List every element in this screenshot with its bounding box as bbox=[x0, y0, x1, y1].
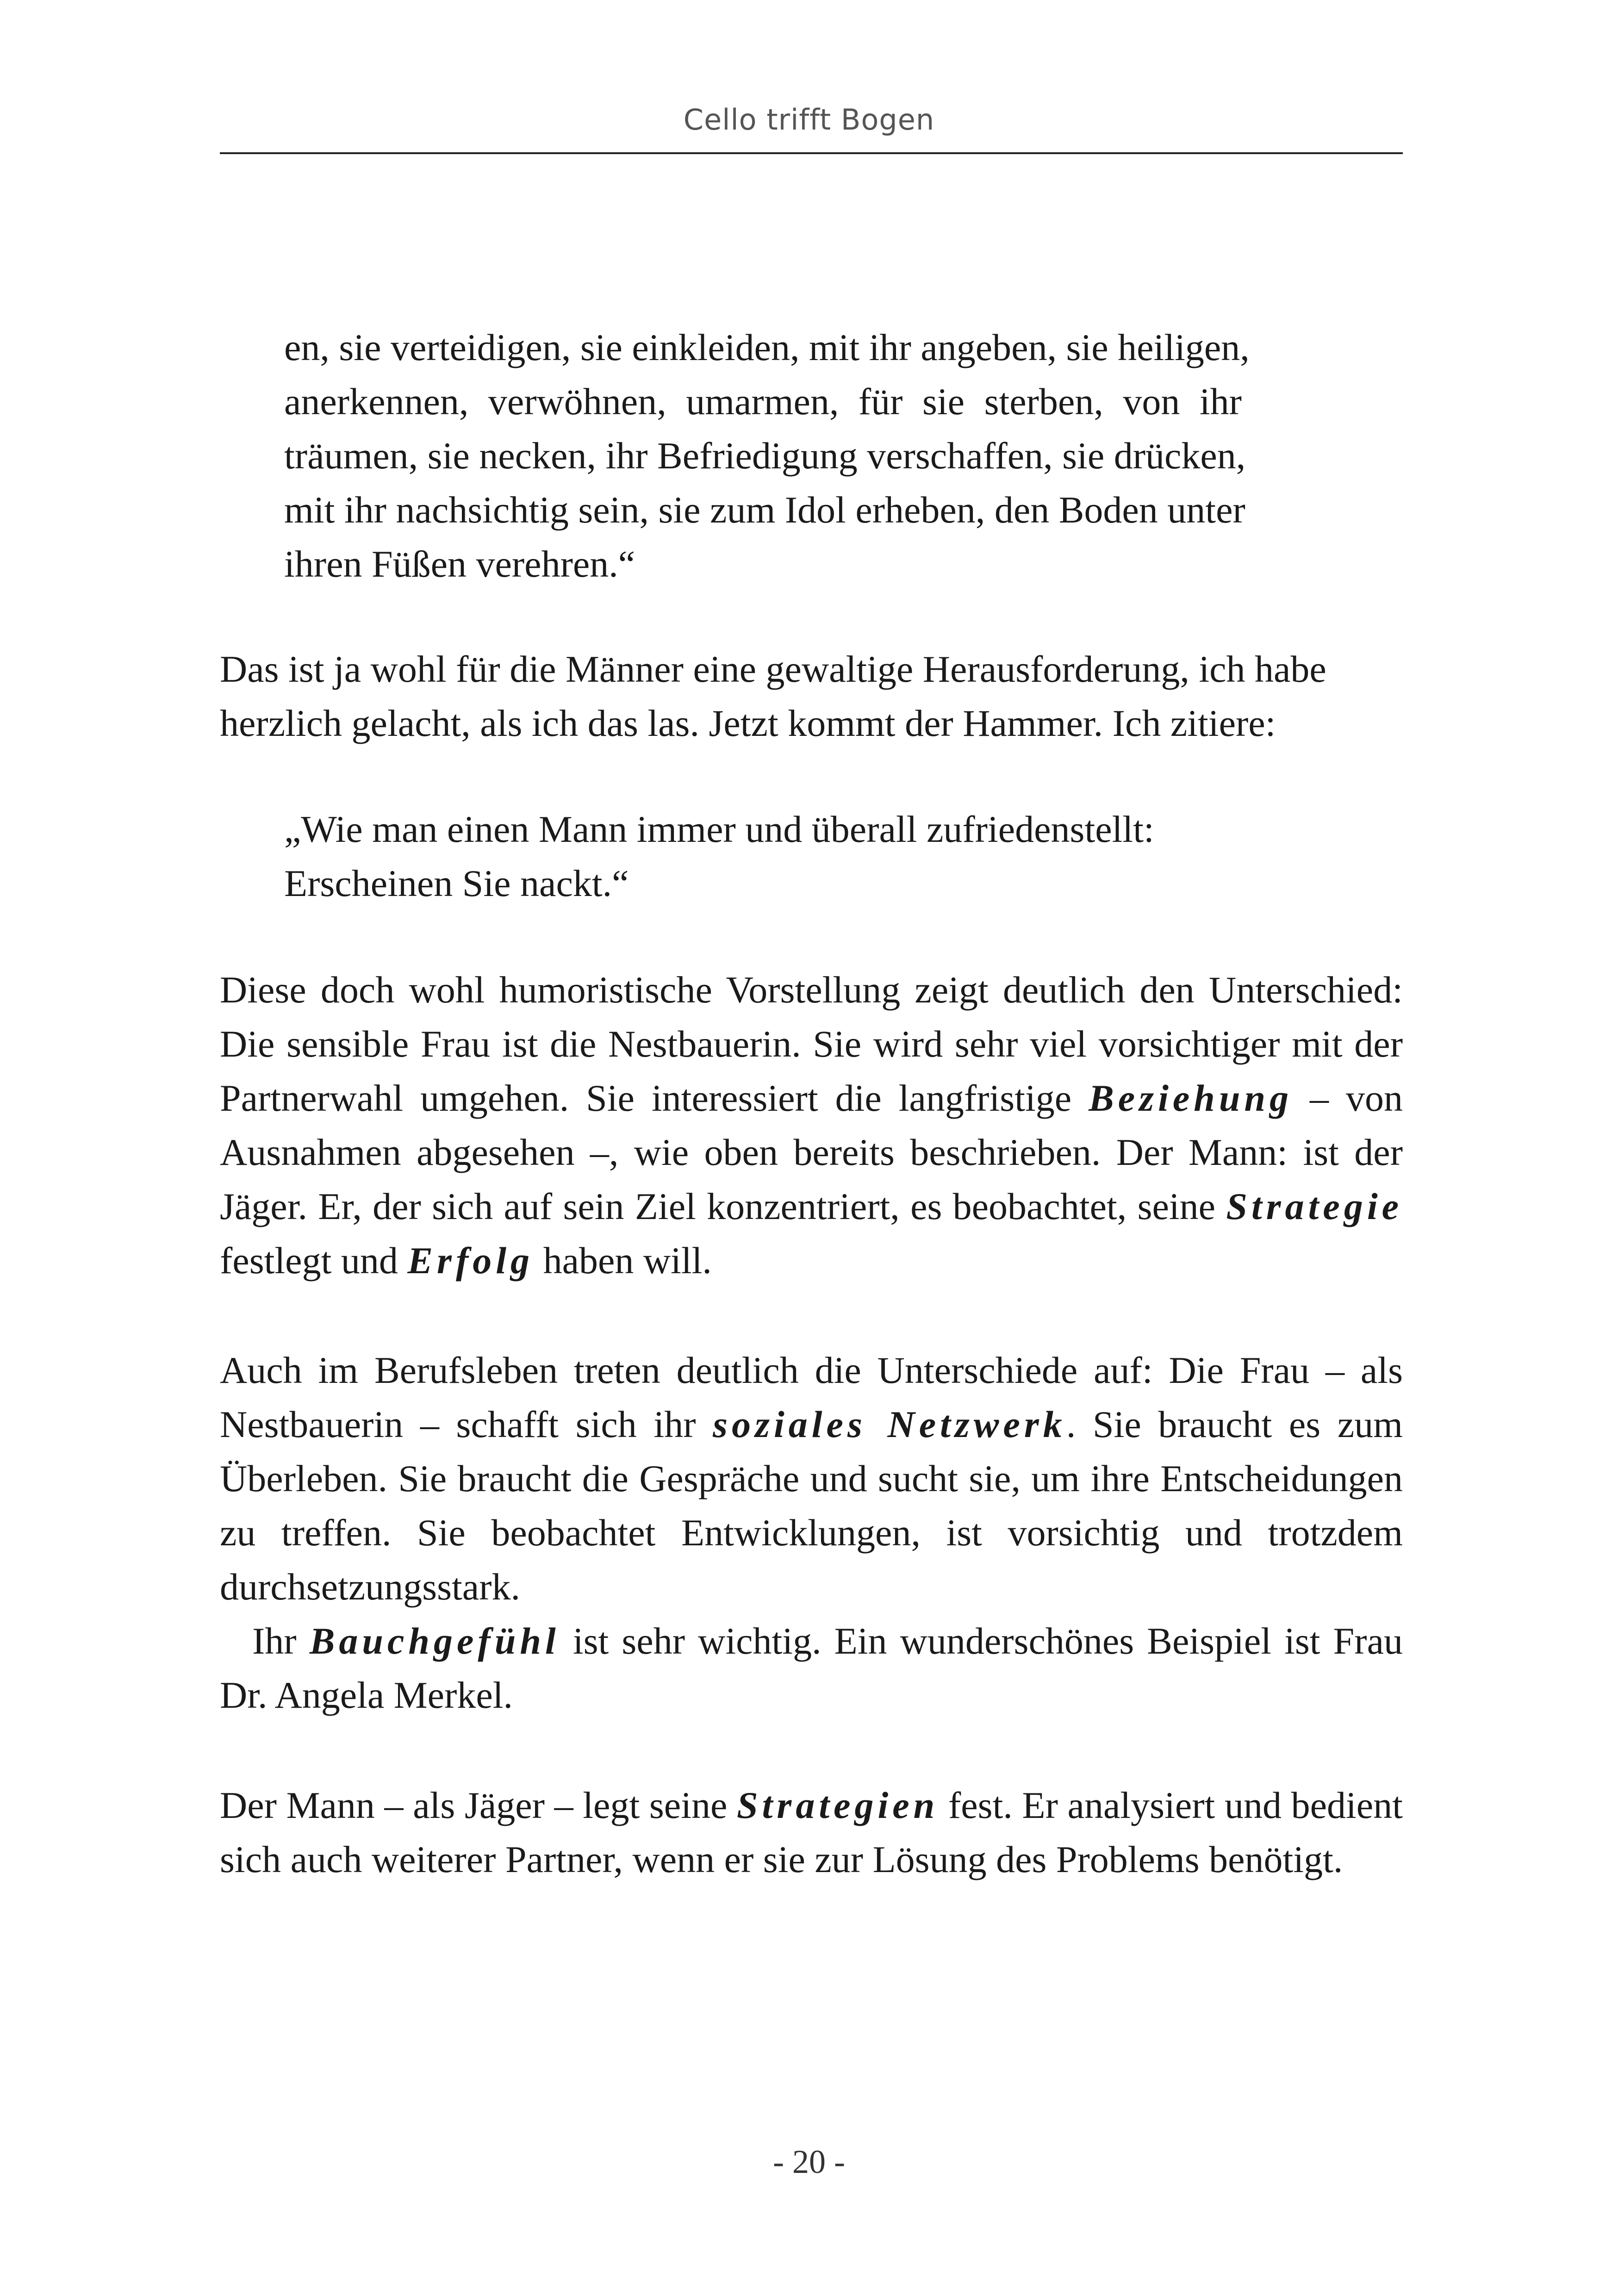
block-quote bbox=[220, 802, 1403, 910]
text-run: – von Ausnahmen abgesehen –, wie oben bereits beschrieben. Der Mann: ist der Jäger. Er, der sich auf sein Ziel konzentriert, es beobachtet, seine bbox=[220, 1077, 1403, 1227]
text-run: haben will. bbox=[534, 1239, 712, 1282]
emphasis-term: Beziehung bbox=[1089, 1077, 1293, 1119]
paragraph-line: herzlich gelacht, als ich das las. Jetzt kommt der Hammer. Ich zitiere: bbox=[220, 702, 1276, 744]
quote-line: „Wie man einen Mann immer und überall zufriedenstellt: bbox=[284, 808, 1154, 850]
text-run: festlegt und bbox=[220, 1239, 408, 1282]
emphasis-term: Strategie bbox=[1226, 1185, 1403, 1227]
header-rule bbox=[220, 152, 1403, 154]
quote-line: mit ihr nachsichtig sein, sie zum Idol erheben, den Boden unter bbox=[284, 489, 1245, 531]
text-run: fest. Er analysiert und bedient sich auch weiterer Partner, wenn er sie zur Lösung des Problems benötigt. bbox=[220, 1784, 1403, 1880]
emphasis-term: soziales Netzwerk bbox=[713, 1403, 1066, 1445]
emphasis-term: Bauchgefühl bbox=[309, 1620, 560, 1662]
quote-line: träumen, sie necken, ihr Befriedigung verschaffen, sie drücken, bbox=[284, 435, 1246, 477]
text-run: Auch im Berufsleben treten deutlich die Unterschiede auf: Die Frau – als Nestbauerin – schafft sich ihr bbox=[220, 1349, 1403, 1445]
paragraph bbox=[220, 1343, 1403, 1722]
emphasis-term: Strategien bbox=[737, 1784, 939, 1826]
quote-line: Erscheinen Sie nackt.“ bbox=[284, 862, 629, 904]
paragraph bbox=[220, 963, 1403, 1288]
text-run: Ihr bbox=[252, 1620, 310, 1662]
page-number: - 20 - bbox=[773, 2143, 845, 2180]
emphasis-term: Erfolg bbox=[407, 1239, 534, 1282]
text-run: Diese doch wohl humoristische Vorstellung zeigt deutlich den Unterschied: Die sensible Frau ist die Nestbauerin. Sie wird sehr viel vorsichtiger mit der Partnerwahl umgehen. Sie interessiert die langfristige bbox=[220, 969, 1403, 1119]
running-head-title: Cello trifft Bogen bbox=[683, 103, 935, 137]
quote-line: anerkennen, verwöhnen, umarmen, für sie sterben, von ihr bbox=[284, 380, 1242, 423]
quote-line: ihren Füßen verehren.“ bbox=[284, 543, 635, 585]
text-run: . Sie braucht es zum Überleben. Sie braucht die Gespräche und sucht sie, um ihre Entscheidungen zu treffen. Sie beobachtet Entwicklungen, ist vorsichtig und trotzdem durchsetzungsstark. bbox=[220, 1403, 1403, 1608]
paragraph-line: Das ist ja wohl für die Männer eine gewaltige Herausforderung, ich habe bbox=[220, 648, 1326, 690]
quote-line: en, sie verteidigen, sie einkleiden, mit ihr angeben, sie heiligen, bbox=[284, 326, 1250, 368]
paragraph bbox=[220, 642, 1403, 750]
quote-continuation bbox=[220, 320, 1403, 591]
text-run: Der Mann – als Jäger – legt seine bbox=[220, 1784, 737, 1826]
text-run: ist sehr wichtig. Ein wunderschönes Beispiel ist Frau Dr. Angela Merkel. bbox=[220, 1620, 1403, 1716]
paragraph bbox=[220, 1778, 1403, 1886]
